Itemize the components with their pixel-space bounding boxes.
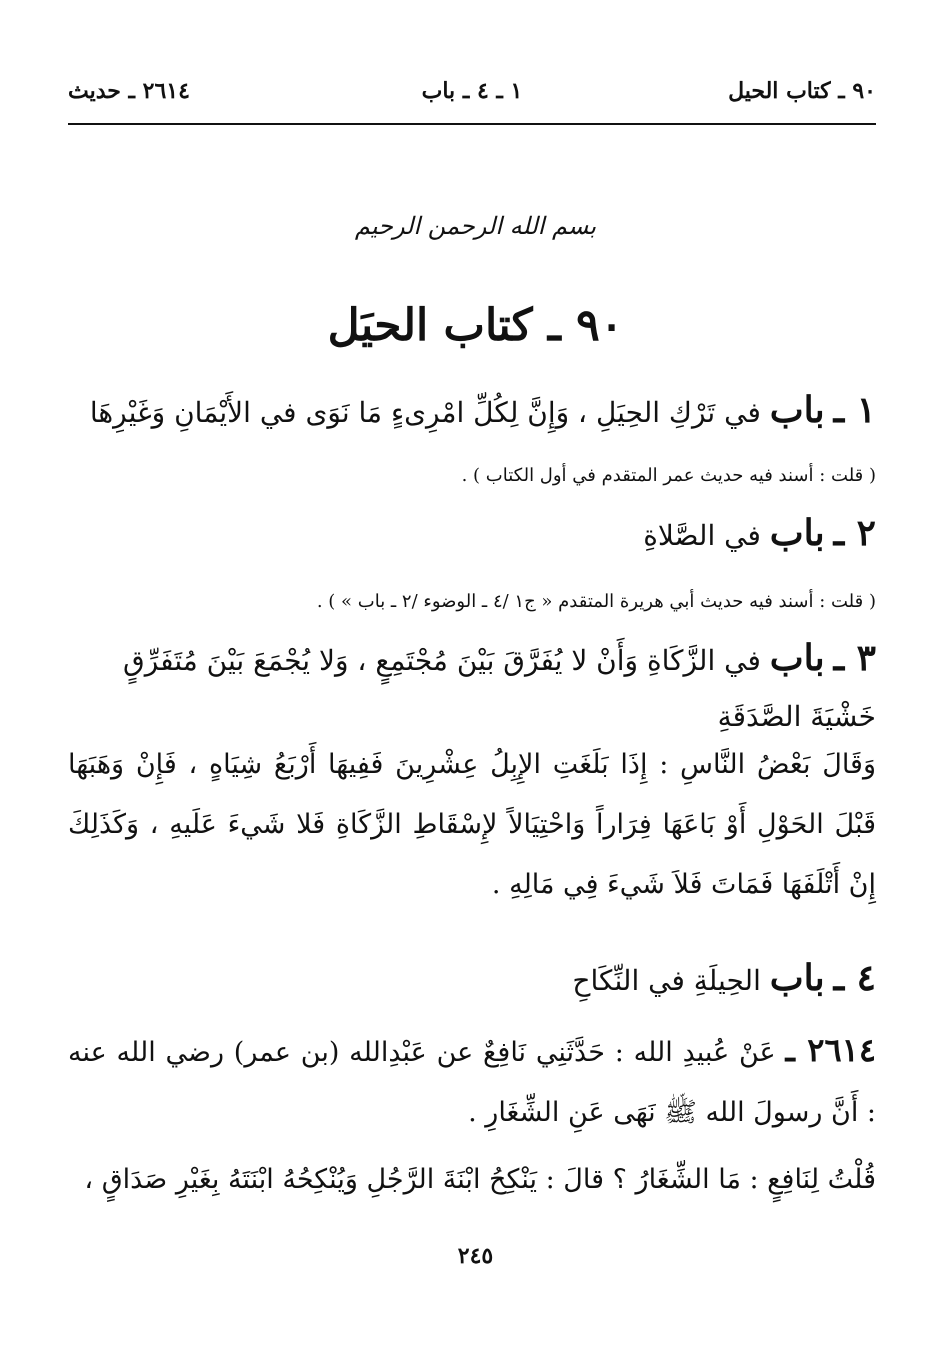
chapter-2-heading: [68, 505, 876, 564]
chapter-3-text: وَقَالَ بَعْضُ النَّاسِ : إِذَا بَلَغَتِ الإِبِلُ عِشْرِينَ فَفِيهَا أَرْبَعُ شِيَاهٍ ، فَإِنْ وَهَبَهَا قَبْلَ الحَوْلِ أَوْ بَاعَهَا فِرَاراً وَاحْتِيَالاً لإِسْقَاطِ الزَّكَاةِ فَلا شَيءَ عَلَيهِ ، وَكَذَلِكَ إِنْ أَتْلَفَهَا فَمَاتَ فَلاَ شَيءَ فِي مَالِهِ .: [68, 749, 876, 900]
chapter-4-heading: [68, 950, 876, 1009]
chapter-1-note: ( قلت : أسند فيه حديث عمر المتقدم في أول الكتاب ) .: [461, 465, 876, 486]
chapter-number: ٤ ـ: [833, 957, 876, 999]
hadith-text: [68, 1020, 876, 1143]
chapter-title: الحِيلَةِ في النِّكَاحِ: [572, 964, 761, 997]
page-number: ٢٤٥: [457, 1243, 494, 1269]
chapter-bab-label: باب: [769, 957, 825, 999]
chapter-bab-label: باب: [769, 637, 825, 679]
running-header: [68, 78, 876, 112]
chapter-title: في الصَّلاةِ: [643, 519, 761, 552]
header-book-title: ٩٠ ـ كتاب الحيل: [728, 78, 876, 104]
header-hadith-number: ٢٦١٤ ـ حديث: [68, 78, 190, 104]
chapter-title: في الزَّكَاةِ وَأَنْ لا يُفَرَّقَ بَيْنَ مُجْتَمِعٍ ، وَلا يُجْمَعَ بَيْنَ مُتَفَرِّقٍ خَشْيَةَ الصَّدَقَةِ: [122, 644, 876, 733]
basmala: بسم الله الرحمن الرحيم: [354, 212, 597, 240]
hadith-narration: عَنْ عُبيدِ الله : حَدَّثَنِي نَافِعٌ عن عَبْدِالله (بن عمر) رضي الله عنه : أَنَّ رسولَ الله ﷺ نَهَى عَنِ الشِّغَارِ .: [68, 1037, 876, 1128]
chapter-2-note: ( قلت : أسند فيه حديث أبي هريرة المتقدم « ج١ /٤ ـ الوضوء /٢ ـ باب » ) .: [316, 591, 876, 612]
chapter-3-heading: [68, 630, 876, 745]
chapter-number: ١ ـ: [833, 389, 876, 431]
hadith-number: ٢٦١٤ ـ: [785, 1031, 876, 1069]
header-divider: [68, 123, 876, 125]
chapter-bab-label: باب: [769, 512, 825, 554]
header-chapter-range: ١ ـ ٤ ـ باب: [421, 78, 523, 104]
book-title: ٩٠ ـ كتاب الحيَل: [327, 300, 624, 351]
chapter-1-heading: [68, 382, 876, 441]
chapter-bab-label: باب: [769, 389, 825, 431]
chapter-number: ٣ ـ: [833, 637, 876, 679]
hadith-continuation: قُلْتُ لِنَافِعٍ : مَا الشِّغَارُ ؟ قالَ : يَنْكِحُ ابْنَةَ الرَّجُلِ وَيُنْكِحُهُ ابْنَتَهُ بِغَيْرِ صَدَاقٍ ،: [84, 1164, 876, 1195]
chapter-title: في تَرْكِ الحِيَلِ ، وَإِنَّ لِكُلِّ امْرِىءٍ مَا نَوَى في الأَيْمَانِ وَغَيْرِهَا: [89, 396, 761, 429]
chapter-number: ٢ ـ: [833, 512, 876, 554]
